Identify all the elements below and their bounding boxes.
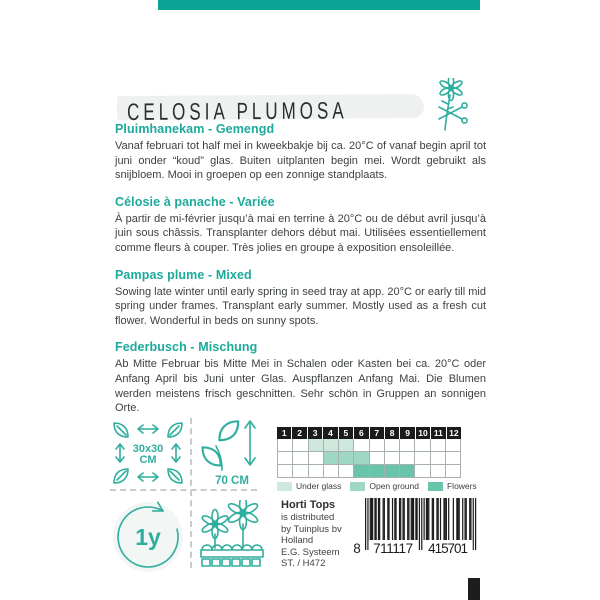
section-german-body: Ab Mitte Februar bis Mitte Mei in Schalen oder Kasten bei ca. 20°C oder Anfang April bis Juni unter Glas. Auspflanzen Anfang Mai. Die Blumen werden meistens frisch geschnitten. Sehr schön in Gruppen an sonnigen Orte. [115, 358, 486, 415]
calendar-cell [309, 465, 324, 478]
calendar-row [278, 465, 461, 478]
description-column [115, 122, 486, 428]
calendar-month-label: 11 [431, 427, 446, 439]
legend-label: Flowers [446, 481, 477, 491]
legend-item [350, 481, 419, 491]
distributor-brand: Horti Tops [281, 499, 336, 511]
calendar-cell [324, 439, 339, 452]
distributor-line: ST. / H472 [281, 558, 326, 569]
calendar-cell [415, 452, 430, 465]
print-registration-mark [468, 578, 480, 600]
section-dutch-heading: Pluimhanekam - Gemengd [115, 122, 275, 136]
height-label: 70 CM [215, 475, 249, 487]
calendar-cell [446, 452, 461, 465]
page-title: CELOSIA PLUMOSA [126, 97, 348, 126]
pictogram-divider-horizontal [110, 489, 257, 491]
calendar-month-header [277, 427, 461, 439]
calendar-cell [309, 439, 324, 452]
calendar-cell [293, 439, 308, 452]
calendar-month-label: 4 [323, 427, 338, 439]
spacing-value: 30x30 [132, 443, 164, 455]
legend-label: Open ground [369, 481, 419, 491]
section-dutch-body: Vanaf februari tot half mei in kweekbakje bij ca. 20°C of vanaf begin april tot juni onder “koud” glas. Buiten uitplanten begin mei. Wordt gebruikt als snijbloem. Mooi in groepen op een zonnige standplaats. [115, 140, 486, 182]
distributor-lines [281, 512, 353, 570]
calendar-cell [293, 452, 308, 465]
calendar-cell [385, 439, 400, 452]
calendar-cell [446, 465, 461, 478]
calendar-cell [431, 439, 446, 452]
spacing-icon [110, 420, 186, 486]
section-english-heading: Pampas plume - Mixed [115, 267, 252, 282]
calendar-cell [339, 439, 354, 452]
calendar-cell [354, 452, 369, 465]
distributor-line: by Tuinplus bv [281, 523, 342, 535]
section-german [115, 340, 486, 415]
calendar-cell [339, 452, 354, 465]
calendar-cell [400, 465, 415, 478]
calendar-month-label: 5 [339, 427, 354, 439]
calendar-cell [385, 465, 400, 478]
distributor-line: is distributed [281, 512, 335, 523]
calendar-cell [324, 465, 339, 478]
barcode-digits: 415701 [428, 541, 469, 556]
calendar-cell [400, 452, 415, 465]
calendar-month-label: 9 [400, 427, 415, 439]
section-english-body: Sowing late winter until early spring in seed tray at app. 20°C or early till mid spring under frames. Transplant early summer. Mostly used as a fresh cut flower. Wonderful in beds on sunny spots. [115, 285, 486, 327]
section-dutch [115, 122, 486, 183]
calendar-row [278, 439, 461, 452]
calendar-month-label: 1 [277, 427, 292, 439]
calendar-cell [415, 439, 430, 452]
calendar-cell [354, 465, 369, 478]
pictogram-divider-vertical [190, 418, 192, 568]
distributor-line: Holland [281, 535, 314, 546]
calendar-body [277, 439, 461, 478]
section-french [115, 195, 486, 256]
flower-tray-icon [198, 500, 266, 570]
cycle-label: 1y [135, 524, 161, 550]
legend-label: Under glass [296, 481, 342, 491]
distributor-line: E.G. Systeem [281, 546, 340, 558]
calendar-cell [415, 465, 430, 478]
calendar-cell [324, 452, 339, 465]
calendar-cell [309, 452, 324, 465]
calendar-cell [370, 439, 385, 452]
ean-barcode [352, 498, 480, 556]
section-french-body: À partir de mi-février jusqu’à mai en terrine à 20°C ou de début avril jusqu’à juin sous châssis. Transplanter dehors début mai. Utilisées essentiellement comme fleurs à couper. Très jolies en groupe à exposition ensoleillée. [115, 212, 486, 254]
calendar-month-label: 2 [292, 427, 307, 439]
calendar-month-label: 3 [308, 427, 323, 439]
calendar-month-label: 6 [354, 427, 369, 439]
barcode-digits: 8 [353, 541, 361, 556]
legend-item [428, 481, 477, 491]
calendar-cell [339, 465, 354, 478]
legend-swatch [277, 482, 292, 491]
calendar-month-label: 12 [447, 427, 461, 439]
calendar-cell [293, 465, 308, 478]
sowing-calendar [277, 427, 477, 491]
calendar-cell [278, 452, 293, 465]
section-french-heading: Célosie à panache - Variée [115, 194, 275, 209]
calendar-cell [370, 452, 385, 465]
spacing-unit: CM [139, 454, 157, 466]
calendar-cell [370, 465, 385, 478]
calendar-month-label: 10 [416, 427, 431, 439]
calendar-cell [354, 439, 369, 452]
legend-swatch [350, 482, 365, 491]
calendar-month-label: 7 [370, 427, 385, 439]
annual-cycle-icon [111, 500, 185, 574]
calendar-cell [431, 452, 446, 465]
title-banner [117, 94, 424, 126]
calendar-cell [278, 465, 293, 478]
calendar-legend [277, 481, 477, 491]
calendar-cell [446, 439, 461, 452]
legend-item [277, 481, 341, 491]
calendar-month-label: 8 [385, 427, 400, 439]
calendar-cell [385, 452, 400, 465]
legend-swatch [428, 482, 443, 491]
calendar-cell [278, 439, 293, 452]
brand-color-bar [158, 0, 480, 10]
barcode-digits: 711117 [373, 541, 414, 556]
distributor-block [281, 499, 353, 570]
calendar-row [278, 452, 461, 465]
calendar-cell [431, 465, 446, 478]
plant-height-icon [198, 416, 262, 488]
section-english [115, 268, 486, 329]
calendar-cell [400, 439, 415, 452]
section-german-heading: Federbusch - Mischung [115, 340, 258, 355]
